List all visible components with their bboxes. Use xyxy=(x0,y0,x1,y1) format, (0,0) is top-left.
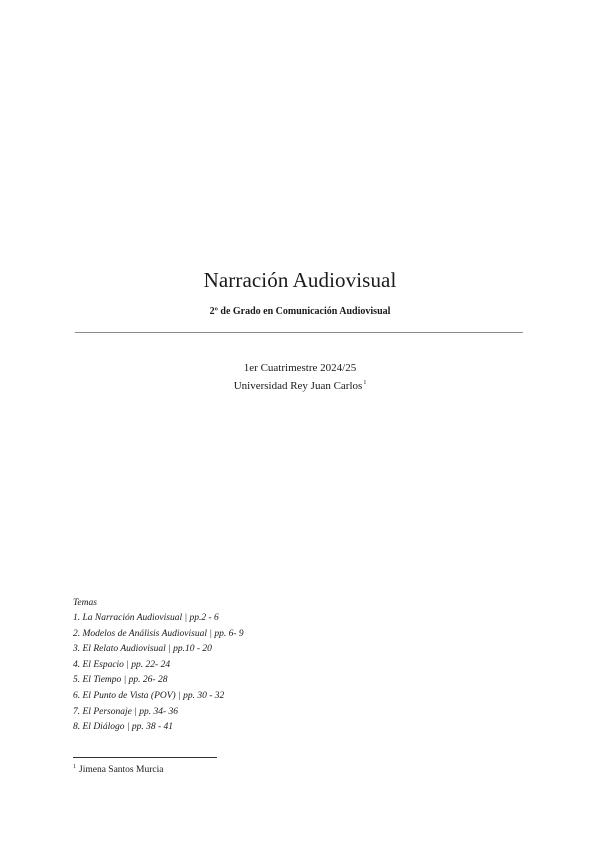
footnote-reference: 1 xyxy=(363,380,367,386)
footnote-marker: 1 xyxy=(73,764,76,770)
topic-item-7: 7. El Personaje | pp. 34- 36 xyxy=(73,706,178,717)
topics-list xyxy=(73,596,473,736)
document-title: Narración Audiovisual xyxy=(203,268,397,292)
topics-heading: Temas xyxy=(73,598,97,608)
footnote-text: Jimena Santos Murcia xyxy=(79,765,164,775)
topic-item-2: 2. Modelos de Análisis Audiovisual | pp. 6- 9 xyxy=(73,628,244,639)
title-divider xyxy=(75,332,523,333)
topic-item-6: 6. El Punto de Vista (POV) | pp. 30 - 32 xyxy=(73,690,225,701)
footnote xyxy=(73,764,163,775)
university-line xyxy=(0,380,600,392)
document-subtitle: 2º de Grado en Comunicación Audiovisual xyxy=(209,306,391,317)
topic-item-3: 3. El Relato Audiovisual | pp.10 - 20 xyxy=(73,644,212,655)
topic-item-5: 5. El Tiempo | pp. 26- 28 xyxy=(73,675,168,686)
topic-item-4: 4. El Espacio | pp. 22- 24 xyxy=(73,659,171,670)
term-line: 1er Cuatrimestre 2024/25 xyxy=(243,362,357,374)
topic-item-1: 1. La Narración Audiovisual | pp.2 - 6 xyxy=(73,613,219,623)
university-name: Universidad Rey Juan Carlos xyxy=(233,380,363,392)
footnote-divider xyxy=(73,757,217,758)
topic-item-8: 8. El Diálogo | pp. 38 - 41 xyxy=(73,722,173,733)
